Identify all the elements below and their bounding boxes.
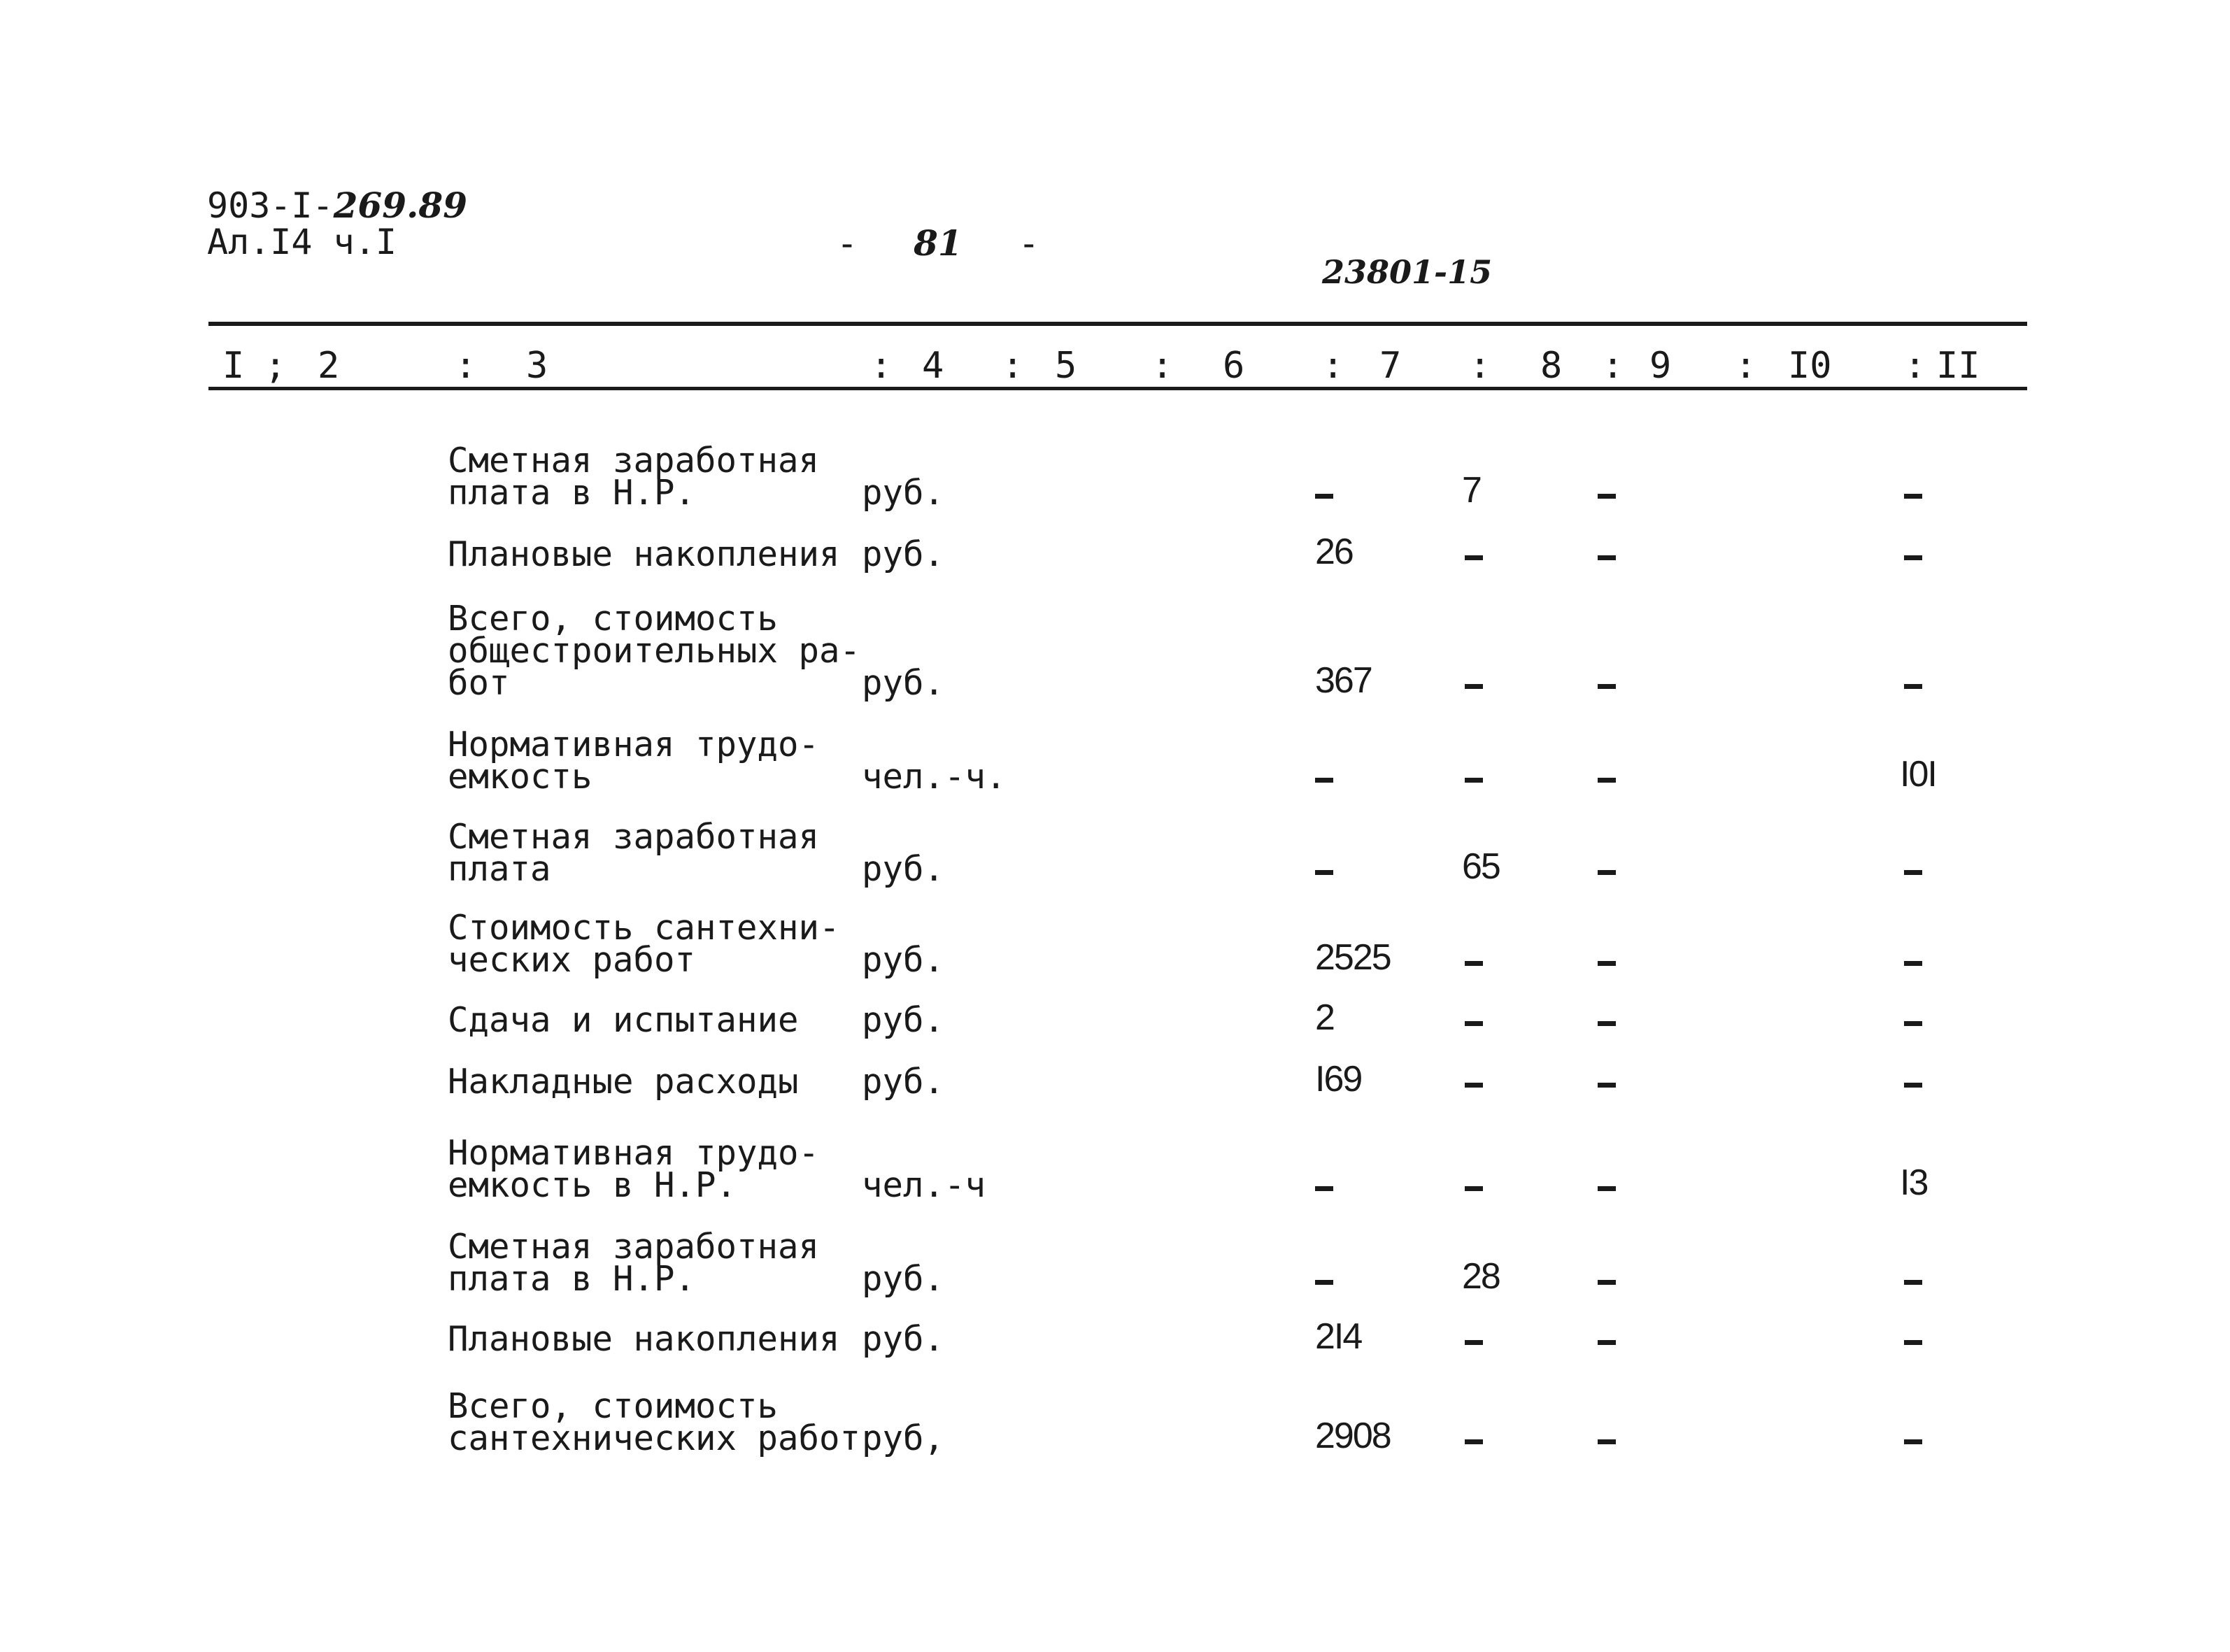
row-item-name-line: Нормативная трудо- (448, 725, 820, 764)
row-value-c7: 367 (1315, 660, 1372, 701)
row-value-c9-dash (1598, 494, 1616, 499)
row-item-name (448, 1319, 840, 1359)
row-unit: руб. (862, 473, 945, 513)
row-item-name-line: сантехнических работ (448, 1418, 861, 1458)
page-number (837, 222, 1039, 264)
row-value-c9-dash (1598, 1083, 1616, 1088)
column-header-10: I0 (1788, 345, 1832, 387)
document-code-printed: 903-I- (207, 185, 334, 226)
column-header-4: 4 (922, 345, 944, 387)
row-value-c7-dash (1315, 778, 1333, 783)
row-value-c7: 26 (1315, 532, 1353, 572)
row-value-c11-dash (1904, 684, 1922, 689)
row-item-name-line: плата в Н.Р. (448, 473, 696, 513)
column-separator: ; (264, 345, 287, 387)
column-separator: : (1904, 345, 1926, 387)
row-unit: руб. (862, 1259, 945, 1299)
column-separator: : (1469, 345, 1491, 387)
row-value-c11-dash (1904, 1340, 1922, 1345)
row-value-c8-dash (1465, 1083, 1483, 1088)
row-value-c9-dash (1598, 684, 1616, 689)
row-value-c11-dash (1904, 1439, 1922, 1444)
row-unit: руб. (862, 1062, 945, 1102)
row-value-c11: I0I (1900, 754, 1936, 795)
page-number-dash-left: - (837, 222, 858, 264)
column-header-3: 3 (526, 345, 548, 387)
column-separator: : (1735, 345, 1757, 387)
row-value-c9-dash (1598, 1021, 1616, 1026)
row-value-c8-dash (1465, 778, 1483, 783)
row-value-c8-dash (1465, 1021, 1483, 1026)
row-item-name (448, 1062, 799, 1102)
row-value-c8: 7 (1462, 470, 1481, 511)
column-header-11: II (1936, 345, 1980, 387)
row-value-c7-dash (1315, 870, 1333, 875)
column-header-1: I (222, 345, 245, 387)
row-value-c11-dash (1904, 494, 1922, 499)
row-item-name-line: Стоимость сантехни- (448, 908, 840, 948)
row-value-c9-dash (1598, 1439, 1616, 1444)
row-value-c11-dash (1904, 1083, 1922, 1088)
column-header-8: 8 (1540, 345, 1563, 387)
row-value-c9-dash (1598, 1280, 1616, 1285)
row-item-name (448, 1386, 861, 1458)
row-item-name (448, 441, 820, 513)
column-header-9: 9 (1649, 345, 1672, 387)
row-item-name-line: Сдача и испытание (448, 1000, 799, 1040)
table-header-rule (208, 387, 2027, 390)
row-item-name-line: ческих работ (448, 940, 696, 980)
column-header-2: 2 (318, 345, 340, 387)
row-unit: чел.-ч. (862, 757, 1007, 797)
row-value-c7: I69 (1315, 1059, 1362, 1099)
column-header-6: 6 (1223, 345, 1245, 387)
row-value-c8-dash (1465, 1340, 1483, 1345)
row-value-c9-dash (1598, 870, 1616, 875)
row-item-name-line: бот (448, 663, 510, 703)
row-value-c8-dash (1465, 1186, 1483, 1191)
row-unit: руб. (862, 849, 945, 889)
row-value-c7: 2908 (1315, 1416, 1391, 1456)
row-value-c8-dash (1465, 684, 1483, 689)
column-separator: : (870, 345, 893, 387)
row-item-name (448, 534, 840, 574)
row-unit: руб, (862, 1418, 945, 1458)
sheet-label: Ал.I4 ч.I (207, 222, 397, 262)
row-item-name-line: Всего, стоимость (448, 1386, 779, 1426)
row-item-name-line: Сметная заработная (448, 441, 820, 480)
row-item-name-line: плата (448, 849, 551, 889)
row-unit: руб. (862, 1319, 945, 1359)
row-item-name-line: Сметная заработная (448, 817, 820, 857)
row-unit: руб. (862, 1000, 945, 1040)
row-value-c7: 2525 (1315, 937, 1391, 978)
row-item-name-line: Нормативная трудо- (448, 1133, 820, 1173)
row-value-c9-dash (1598, 555, 1616, 560)
row-unit: руб. (862, 663, 945, 703)
row-item-name (448, 1000, 799, 1040)
page-number-dash-right: - (1018, 222, 1039, 264)
page-number-value: 81 (914, 222, 963, 264)
row-value-c9-dash (1598, 778, 1616, 783)
row-value-c11-dash (1904, 870, 1922, 875)
column-header-5: 5 (1055, 345, 1077, 387)
row-item-name-line: Плановые накопления (448, 1319, 840, 1359)
archive-number: 23801-15 (1322, 253, 1493, 291)
column-separator: : (1151, 345, 1174, 387)
row-item-name-line: Всего, стоимость (448, 599, 779, 639)
row-value-c7-dash (1315, 1280, 1333, 1285)
row-unit: руб. (862, 534, 945, 574)
document-code (207, 187, 467, 224)
row-item-name-line: Накладные расходы (448, 1062, 799, 1102)
row-unit: чел.-ч (862, 1165, 986, 1205)
row-value-c7: 2 (1315, 997, 1334, 1038)
row-item-name (448, 817, 820, 889)
column-separator: : (455, 345, 477, 387)
row-item-name-line: Сметная заработная (448, 1227, 820, 1267)
row-value-c7: 2I4 (1315, 1316, 1362, 1357)
row-item-name (448, 1133, 820, 1205)
row-item-name-line: емкость в Н.Р. (448, 1165, 737, 1205)
row-item-name-line: Плановые накопления (448, 534, 840, 574)
row-value-c11-dash (1904, 1280, 1922, 1285)
row-value-c8: 65 (1462, 846, 1500, 887)
row-value-c8-dash (1465, 961, 1483, 966)
row-value-c8-dash (1465, 555, 1483, 560)
row-value-c7-dash (1315, 494, 1333, 499)
column-header-7: 7 (1379, 345, 1402, 387)
row-value-c9-dash (1598, 1340, 1616, 1345)
row-value-c9-dash (1598, 961, 1616, 966)
row-value-c8: 28 (1462, 1256, 1500, 1297)
row-item-name-line: плата в Н.Р. (448, 1259, 696, 1299)
row-unit: руб. (862, 940, 945, 980)
row-item-name (448, 599, 861, 703)
row-value-c9-dash (1598, 1186, 1616, 1191)
row-value-c11: I3 (1900, 1162, 1928, 1203)
row-item-name (448, 908, 840, 980)
document-code-handwritten: 269.89 (333, 185, 467, 226)
row-item-name (448, 725, 820, 797)
row-item-name-line: емкость (448, 757, 592, 797)
row-value-c11-dash (1904, 961, 1922, 966)
table-top-rule (208, 322, 2027, 326)
column-separator: : (1002, 345, 1024, 387)
column-separator: : (1322, 345, 1344, 387)
row-item-name-line: общестроительных ра- (448, 631, 861, 671)
row-value-c7-dash (1315, 1186, 1333, 1191)
row-value-c8-dash (1465, 1439, 1483, 1444)
row-value-c11-dash (1904, 555, 1922, 560)
column-separator: : (1602, 345, 1624, 387)
row-value-c11-dash (1904, 1021, 1922, 1026)
row-item-name (448, 1227, 820, 1299)
